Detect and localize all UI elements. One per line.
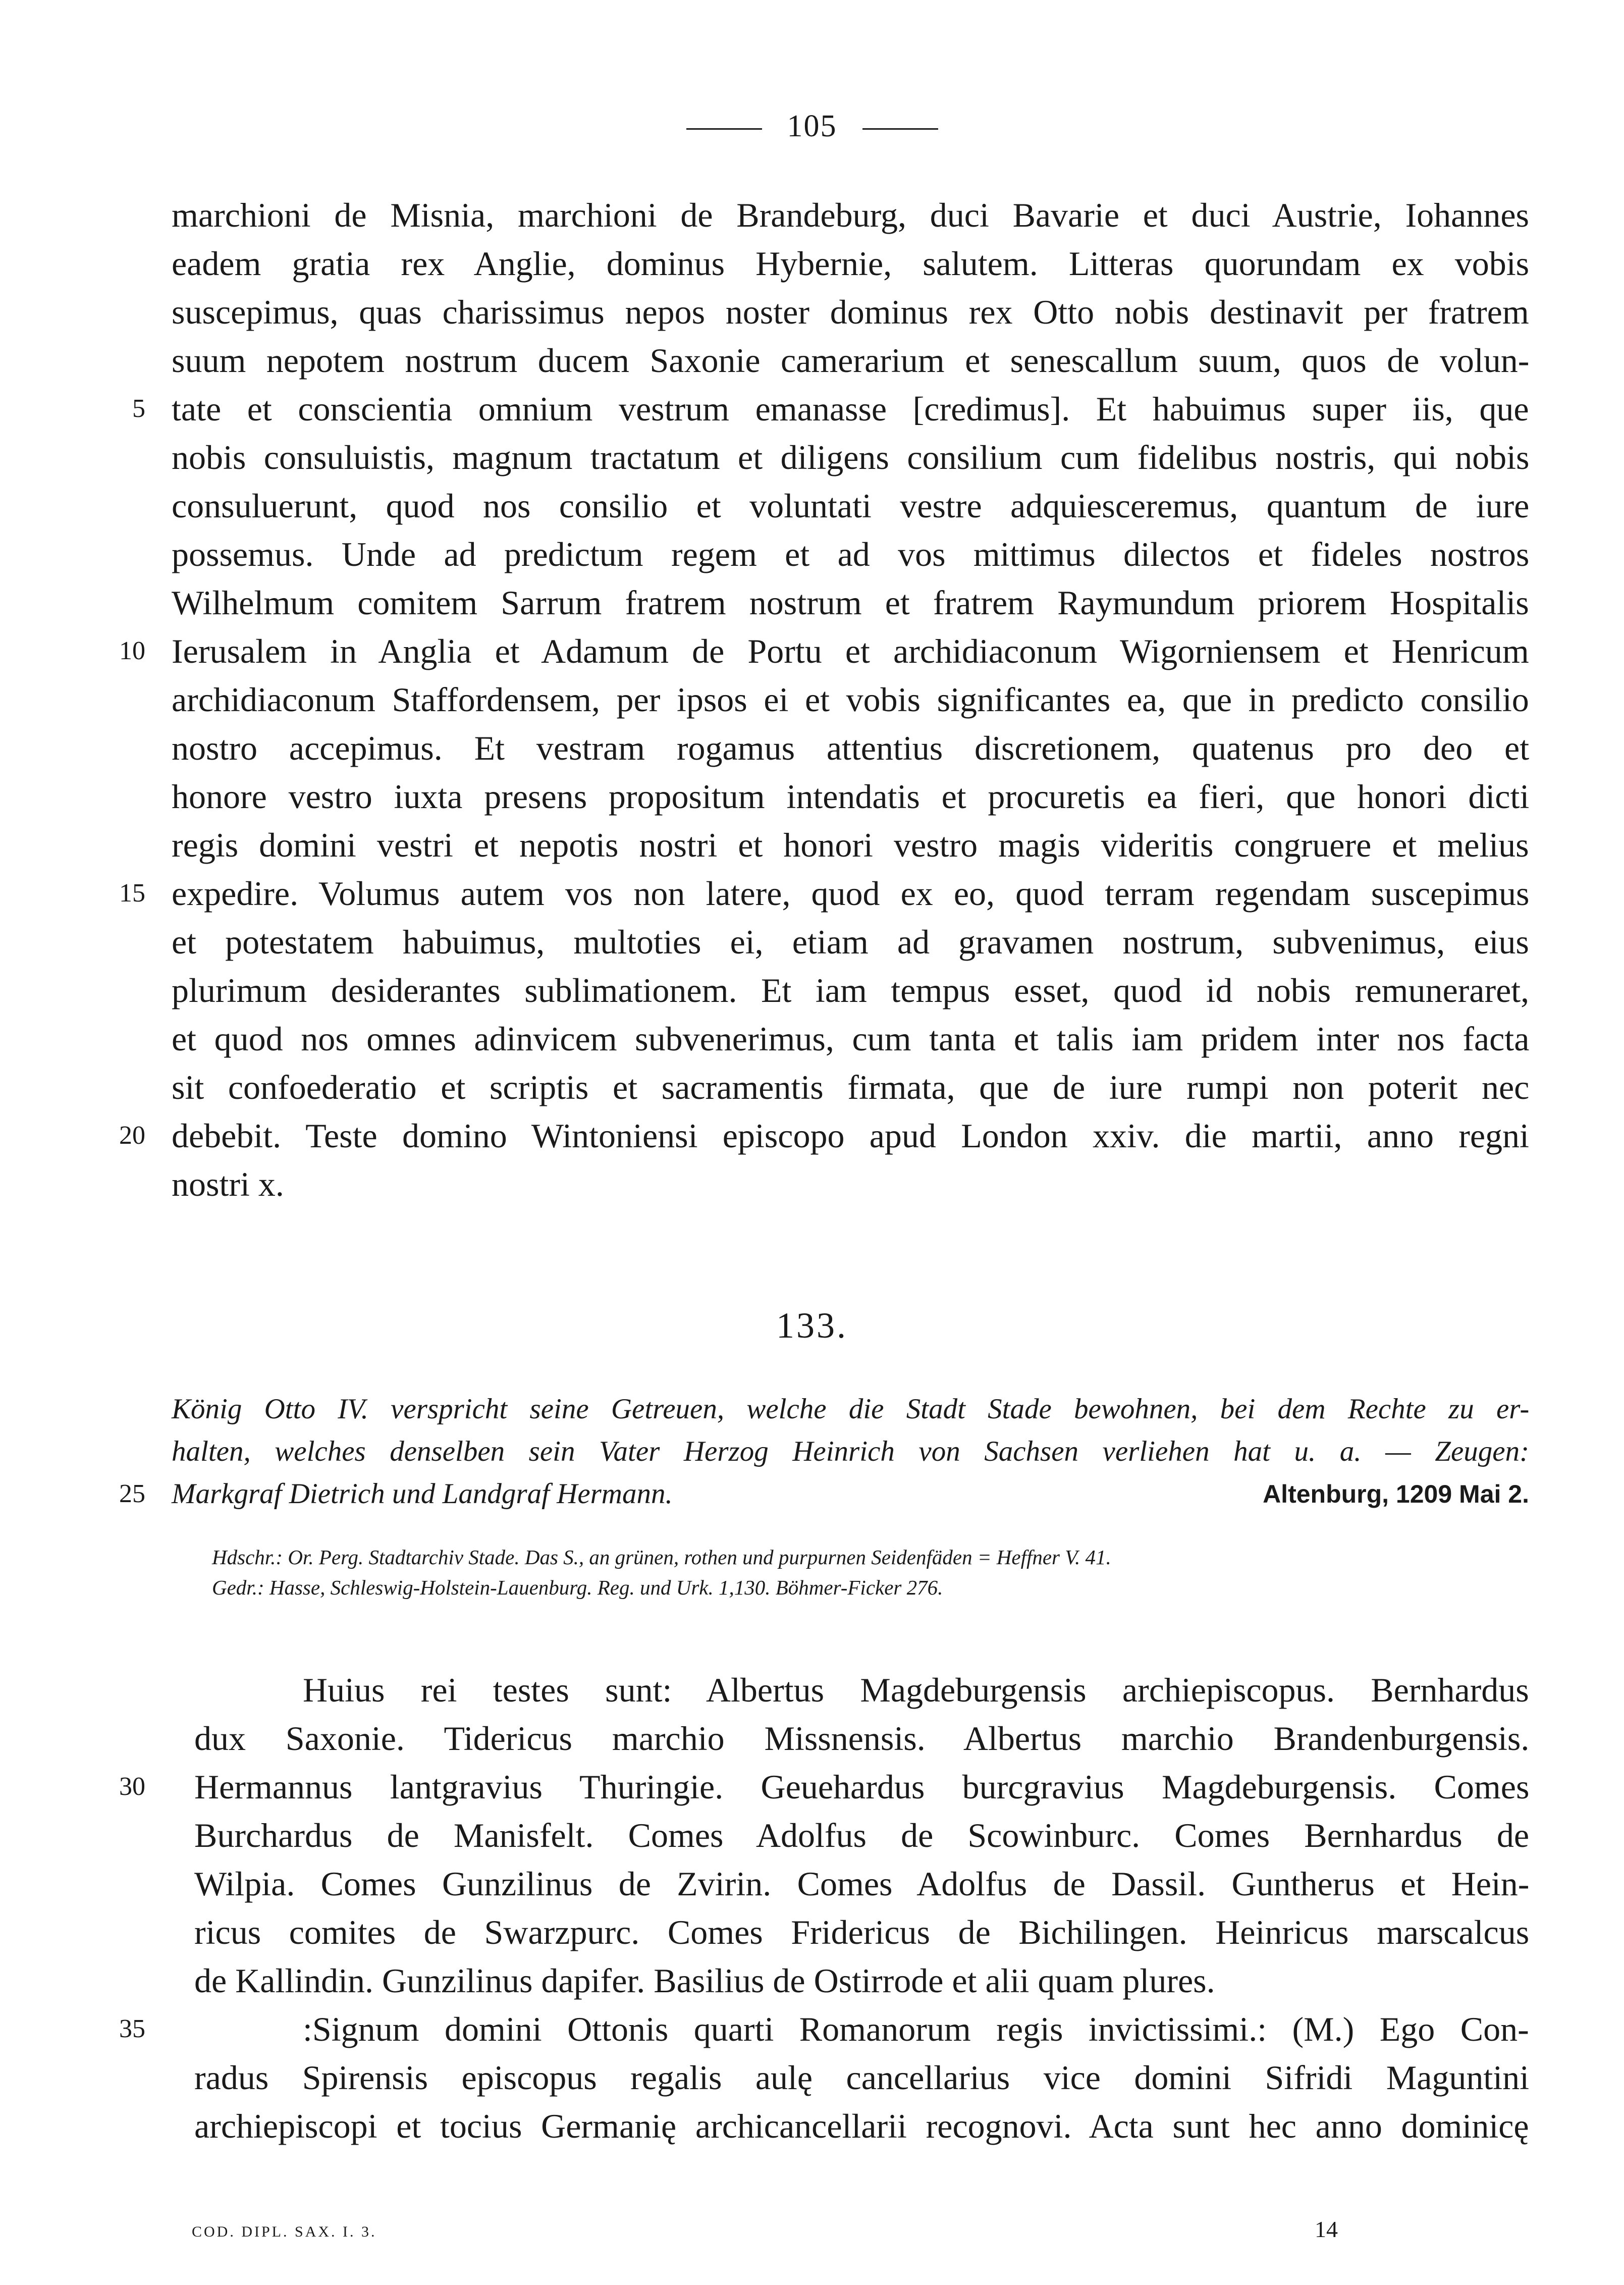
manuscript-note: Hdschr.: Or. Perg. Stadtarchiv Stade. Das S., an grünen, rothen und purpurnen Seidenfäden = Heffner V. 41.: [212, 1546, 1111, 1569]
text-line: nobis consuluistis, magnum tractatum et diligens consilium cum fidelibus nostris, qui nobis: [172, 438, 1530, 476]
print-note: Gedr.: Hasse, Schleswig-Holstein-Lauenburg. Reg. und Urk. 1,130. Böhmer-Ficker 276.: [212, 1576, 943, 1599]
text-line: Wilpia. Comes Gunzilinus de Zvirin. Comes Adolfus de Dassil. Guntherus et Hein-: [194, 1865, 1530, 1903]
text-line: ricus comites de Swarzpurc. Comes Fridericus de Bichilingen. Heinricus marscalcus: [194, 1913, 1530, 1951]
line-number: 25: [119, 1479, 145, 1508]
line-number: 5: [132, 394, 145, 423]
text-line: marchioni de Misnia, marchioni de Brandeburg, duci Bavarie et duci Austrie, Iohannes: [172, 196, 1529, 234]
footer-signature: COD. DIPL. SAX. I. 3.: [192, 2223, 377, 2240]
text-line: regis domini vestri et nepotis nostri et honori vestro magis videritis congruere et melius: [172, 826, 1529, 864]
text-line: suscepimus, quas charissimus nepos noster dominus rex Otto nobis destinavit per fratrem: [172, 293, 1529, 331]
text-line: :Signum domini Ottonis quarti Romanorum regis invictissimi.: (M.) Ego Con-: [303, 2010, 1529, 2048]
line-number: 35: [119, 2014, 145, 2043]
footer-sheet-number: 14: [1315, 2216, 1338, 2242]
text-line: dux Saxonie. Tidericus marchio Missnensis. Albertus marchio Brandenburgensis.: [194, 1719, 1530, 1758]
header-dash-right: [862, 128, 938, 130]
text-line: suum nepotem nostrum ducem Saxonie camerarium et senescallum suum, quos de volun-: [172, 341, 1530, 380]
text-line: et potestatem habuimus, multoties ei, etiam ad gravamen nostrum, subvenimus, eius: [172, 923, 1529, 961]
text-line: Huius rei testes sunt: Albertus Magdeburgensis archiepiscopus. Bernhardus: [303, 1671, 1529, 1709]
page-number: 105: [787, 109, 837, 143]
regest-line: halten, welches denselben sein Vater Herzog Heinrich von Sachsen verliehen hat u. a. — Zeugen:: [172, 1436, 1530, 1467]
text-line: Hermannus lantgravius Thuringie. Geuehardus burcgravius Magdeburgensis. Comes: [194, 1768, 1530, 1806]
header-dash-left: [686, 128, 762, 130]
text-line: archidiaconum Staffordensem, per ipsos ei et vobis significantes ea, que in predicto consilio: [172, 680, 1529, 719]
text-line: archiepiscopi et tocius Germanię archicancellarii recognovi. Acta sunt hec anno dominicę: [194, 2107, 1529, 2145]
text-line: de Kallindin. Gunzilinus dapifer. Basilius de Ostirrode et alii quam plures.: [194, 1961, 1215, 2000]
document-number: 133.: [776, 1305, 848, 1346]
page-header: [0, 109, 1624, 144]
text-line: Ierusalem in Anglia et Adamum de Portu et archidiaconum Wigorniensem et Henricum: [172, 632, 1529, 670]
line-number: 10: [119, 636, 145, 665]
regest-line: Markgraf Dietrich und Landgraf Hermann.: [172, 1478, 673, 1510]
text-line: Wilhelmum comitem Sarrum fratrem nostrum et fratrem Raymundum priorem Hospitalis: [172, 583, 1529, 622]
text-line: expedire. Volumus autem vos non latere, quod ex eo, quod terram regendam suscepimus: [172, 874, 1530, 913]
text-line: plurimum desiderantes sublimationem. Et iam tempus esset, quod id nobis remuneraret,: [172, 971, 1530, 1009]
text-line: radus Spirensis episcopus regalis aulę cancellarius vice domini Sifridi Maguntini: [194, 2058, 1530, 2097]
text-line: nostro accepimus. Et vestram rogamus attentius discretionem, quatenus pro deo et: [172, 729, 1530, 767]
text-line: et quod nos omnes adinvicem subvenerimus, cum tanta et talis iam pridem inter nos facta: [172, 1020, 1530, 1058]
text-line: eadem gratia rex Anglie, dominus Hybernie, salutem. Litteras quorundam ex vobis: [172, 244, 1530, 283]
text-line: Burchardus de Manisfelt. Comes Adolfus de Scowinburc. Comes Bernhardus de: [194, 1816, 1530, 1854]
text-line: sit confoederatio et scriptis et sacramentis firmata, que de iure rumpi non poterit nec: [172, 1068, 1530, 1106]
line-number: 20: [119, 1121, 145, 1150]
text-line: possemus. Unde ad predictum regem et ad vos mittimus dilectos et fideles nostros: [172, 535, 1530, 573]
text-line: nostri x.: [172, 1165, 284, 1203]
text-line: consuluerunt, quod nos consilio et voluntati vestre adquiesceremus, quantum de iure: [172, 487, 1530, 525]
text-line: tate et conscientia omnium vestrum emanasse [credimus]. Et habuimus super iis, que: [172, 390, 1529, 428]
line-number: 30: [119, 1772, 145, 1801]
text-line: honore vestro iuxta presens propositum intendatis et procuretis ea fieri, que honori dicti: [172, 777, 1530, 816]
place-date: Altenburg, 1209 Mai 2.: [1263, 1480, 1529, 1508]
text-line: debebit. Teste domino Wintoniensi episcopo apud London xxiv. die martii, anno regni: [172, 1117, 1529, 1155]
regest-line: König Otto IV. verspricht seine Getreuen, welche die Stadt Stade bewohnen, bei dem Rechte zu er-: [172, 1393, 1530, 1425]
line-number: 15: [119, 879, 145, 908]
